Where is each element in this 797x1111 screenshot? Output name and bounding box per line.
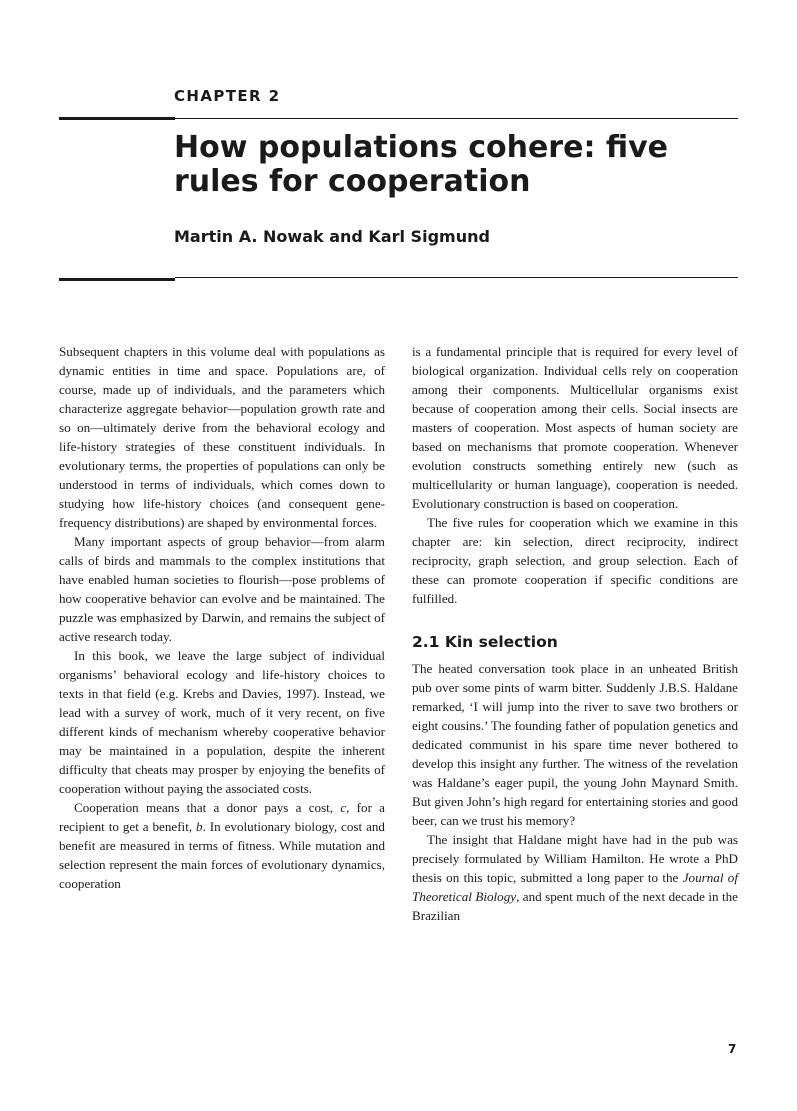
chapter-title: How populations cohere: five rules for cooperation xyxy=(174,130,669,199)
paragraph: The five rules for cooperation which we examine in this chapter are: kin selection, direct reciprocity, indirect reciprocity, graph selection, and group selection. Each of these can promote cooperation if specific conditions are fulfilled. xyxy=(412,515,738,606)
title-block-rule-thick xyxy=(59,278,175,281)
symbol-benefit: b xyxy=(196,819,203,834)
paragraph: The heated conversation took place in an unheated British pub over some pints of warm bitter. Suddenly J.B.S. Haldane remarked, ‘I will jump into the river to save two brothers or eight cousins.’ The founding father of population genetics and dedicated communist in his spare time never bothered to develop this insight any further. The witness of the revelation was Haldane’s eager pupil, the young John Maynard Smith. But given John’s high regard for entertaining stories and good beer, can we trust his memory? xyxy=(412,661,738,828)
paragraph: In this book, we leave the large subject of individual organisms’ behavioral ecology and life-history choices to texts in that field (e.g. Krebs and Davies, 1997). Instead, we lead with a survey of work, much of it very recent, on five different kinds of mechanism whereby cooperative behavior may be maintained in a population, despite the inherent difficulty that cheats may prosper by enjoying the benefits of cooperation without paying the associated costs. xyxy=(59,648,385,796)
symbol-cost: c xyxy=(340,800,347,815)
chapter-label: CHAPTER 2 xyxy=(174,87,281,105)
text-run: Cooperation means that a donor pays a cost, xyxy=(74,800,341,815)
paragraph: Subsequent chapters in this volume deal with populations as dynamic entities in time and space. Populations are, of course, made up of individuals, and the parameters which characterize aggregate behavior—population growth rate and so on—ultimately derive from the behavioral ecology and life-history strategies of these constituent individuals. In evolutionary terms, the properties of populations can only be understood in terms of individuals, which comes down to studying how life-history choices (and consequent gene-frequency distributions) are shaped by environmental forces. xyxy=(59,344,385,530)
text-run: , and spent much of the next decade in the Brazilian xyxy=(412,889,738,923)
title-block-rule-thin xyxy=(175,277,738,278)
left-column xyxy=(59,342,385,893)
paragraph: is a fundamental principle that is required for every level of biological organization. Individual cells rely on cooperation among their components. Multicellular organisms exist because of cooperation among their cells. Social insects are masters of cooperation. Most aspects of human society are based on mechanisms that promote cooperation. Whenever evolution constructs something entirely new (such as multicellularity or human language), cooperation is needed. Evolutionary construction is based on cooperation. xyxy=(412,344,738,511)
paragraph: Many important aspects of group behavior—from alarm calls of birds and mammals to the complex institutions that have enabled human societies to flourish—pose problems of how cooperative behavior can evolve and be maintained. The puzzle was emphasized by Darwin, and remains the subject of active research today. xyxy=(59,534,385,644)
text-run: , for a recipient to get a benefit, xyxy=(59,800,385,834)
page-number: 7 xyxy=(728,1042,737,1056)
header-rule-thin xyxy=(175,118,738,119)
header-rule-thick xyxy=(59,117,175,120)
authors: Martin A. Nowak and Karl Sigmund xyxy=(174,227,490,246)
text-run: The insight that Haldane might have had in the pub was precisely formulated by William Hamilton. He wrote a PhD thesis on this topic, submitted a long paper to the xyxy=(412,832,738,885)
journal-title: Journal of Theoretical Biology xyxy=(412,870,738,904)
right-column xyxy=(412,342,738,925)
text-run: . In evolutionary biology, cost and benefit are measured in terms of fitness. While mutation and selection represent the main forces of evolutionary dynamics, cooperation xyxy=(59,819,385,891)
paragraph xyxy=(412,830,738,925)
section-heading: 2.1 Kin selection xyxy=(412,633,558,651)
paragraph xyxy=(59,798,385,893)
